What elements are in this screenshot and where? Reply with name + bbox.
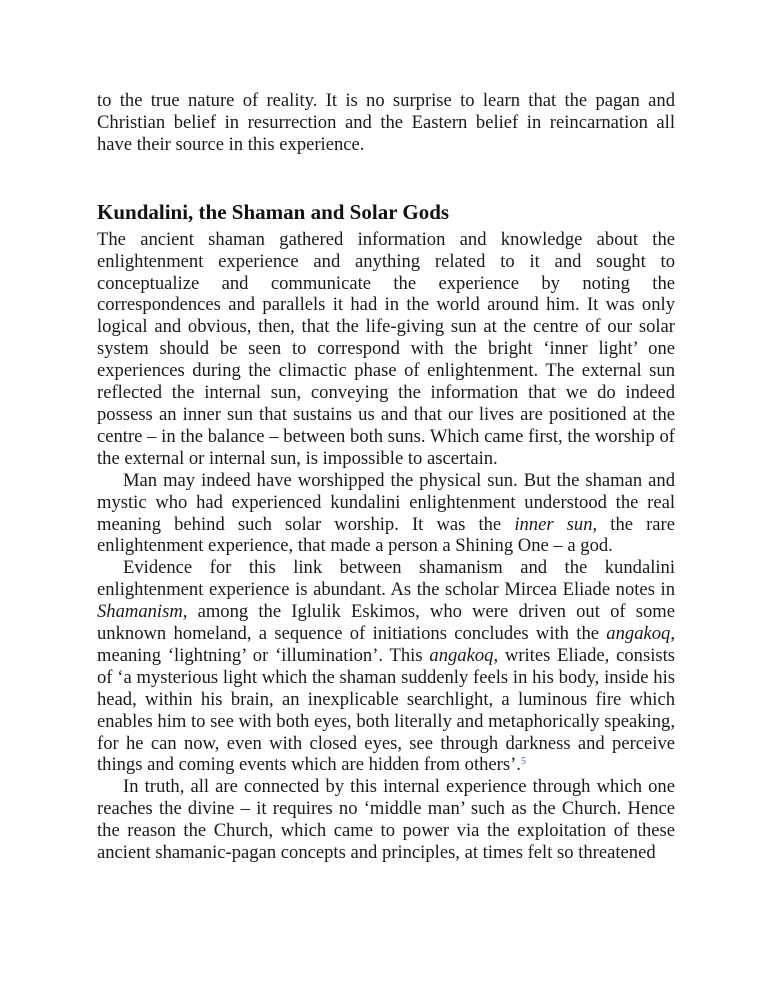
paragraph-2-italic-inner-sun: inner sun [514, 513, 593, 535]
paragraph-4-text: In truth, all are connected by this internal experience through which one reaches the divine – it requires no ‘middle man’ such as the Church. Hence the reason the Church, which came to power via the exploitation of these ancient shamanic-pagan concepts and principles, at times felt so threatened [97, 776, 675, 864]
paragraph-3-italic-angakoq-1: angakoq [606, 623, 671, 645]
intro-text: to the true nature of reality. It is no surprise to learn that the pagan and Christian belief in resurrection and the Eastern belief in reincarnation all have their source in this experience. [97, 90, 675, 155]
paragraph-1 [97, 229, 675, 470]
paragraph-3-text-d: , writes Eliade, consists of ‘a mysterious light which the shaman suddenly feels in his body, inside his head, within his brain, an inexplicable searchlight, a luminous fire which enables him to see with both eyes, both literally and metaphorically speaking, for he can now, even with closed eyes, see through darkness and perceive things and coming events which are hidden from others’. [97, 644, 675, 776]
paragraph-3-text-b: , among the Iglulik Eskimos, who were driven out of some unknown homeland, a sequence of initiations concludes with the [97, 601, 675, 645]
paragraph-3-italic-angakoq-2: angakoq [429, 644, 494, 666]
paragraph-3-text-c: , meaning ‘lightning’ or ‘illumination’. This [97, 623, 675, 666]
paragraph-2-text-b: , the rare enlightenment experience, that made a person a Shining One – a god. [97, 513, 675, 557]
section-heading: Kundalini, the Shaman and Solar Gods [97, 199, 450, 224]
paragraph-3-text-a: Evidence for this link between shamanism and the kundalini enlightenment experience is abundant. As the scholar Mircea Eliade notes in [97, 557, 675, 601]
book-page [97, 90, 675, 864]
paragraph-3 [97, 557, 675, 776]
intro-paragraph [97, 90, 675, 156]
paragraph-4 [97, 776, 675, 864]
footnote-reference[interactable]: 5 [520, 756, 526, 768]
paragraph-3-italic-shamanism: Shamanism [97, 601, 183, 623]
paragraph-2-text-a: Man may indeed have worshipped the physical sun. But the shaman and mystic who had experienced kundalini enlightenment understood the real meaning behind such solar worship. It was the [97, 469, 675, 535]
paragraph-1-text: The ancient shaman gathered information and knowledge about the enlightenment experience and anything related to it and sought to conceptualize and communicate the experience by noting the correspondences and parallels it had in the world around him. It was only logical and obvious, then, that the life-giving sun at the centre of our solar system should be seen to correspond with the bright ‘inner light’ one experiences during the climactic phase of enlightenment. The external sun reflected the internal sun, conveying the information that we do indeed possess an inner sun that sustains us and that our lives are positioned at the centre – in the balance – between both suns. Which came first, the worship of the external or internal sun, is impossible to ascertain. [97, 228, 675, 469]
paragraph-2 [97, 470, 675, 558]
